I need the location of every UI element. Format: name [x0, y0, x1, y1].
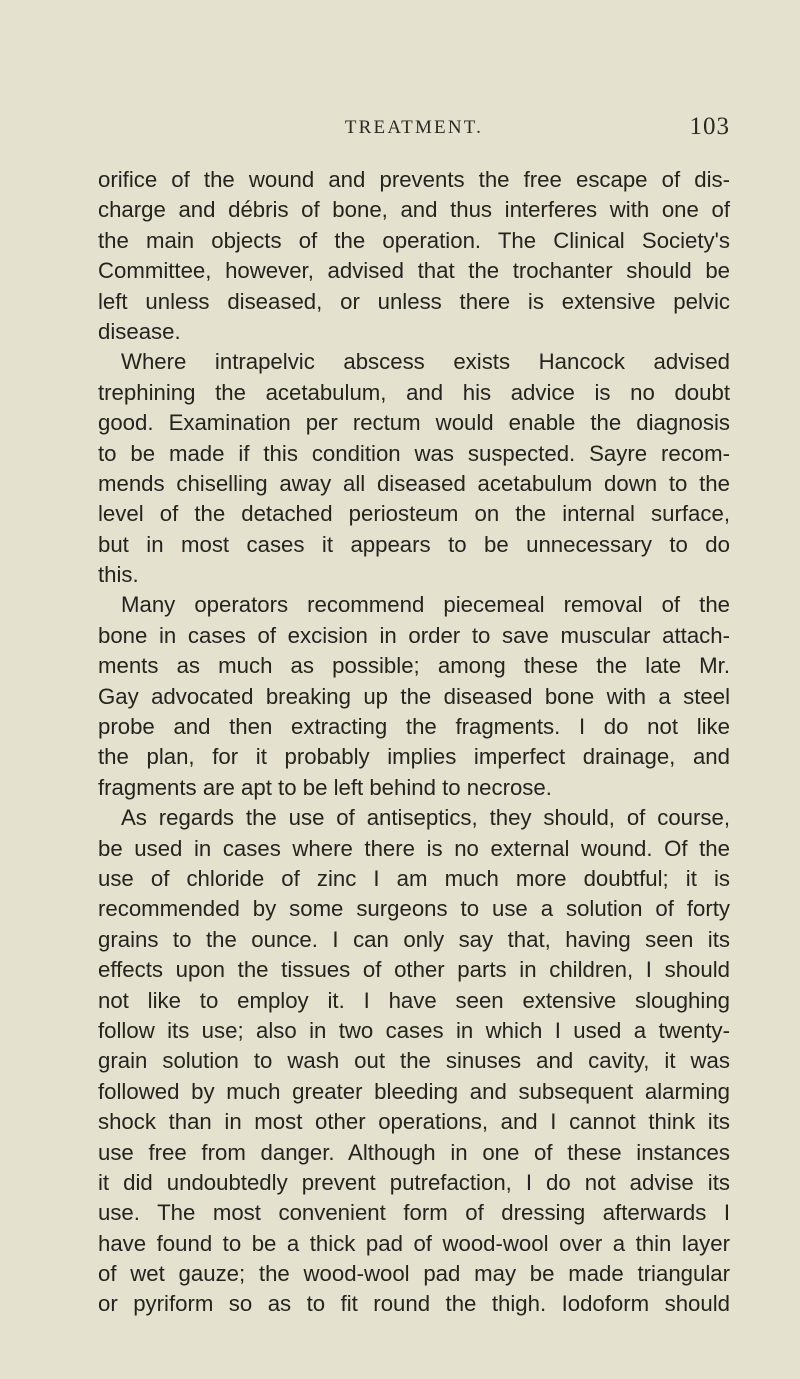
- text-line: follow its use; also in two cases in which I used a twenty-: [98, 1017, 730, 1043]
- text-line: recommended by some surgeons to use a solution of forty: [98, 896, 730, 922]
- text-line: the main objects of the operation. The Clinical Society's: [98, 227, 730, 253]
- text-line: mends chiselling away all diseased acetabulum down to the: [98, 470, 730, 496]
- text-line: it did undoubtedly prevent putrefaction, I do not advise its: [98, 1169, 730, 1195]
- text-line: grains to the ounce. I can only say that, having seen its: [98, 926, 730, 952]
- text-line: good. Examination per rectum would enable the diagnosis: [98, 410, 730, 436]
- text-line: orifice of the wound and prevents the free escape of dis-: [98, 167, 730, 192]
- text-line: ments as much as possible; among these the late Mr.: [98, 653, 730, 679]
- text-line: not like to employ it. I have seen extensive sloughing: [98, 987, 730, 1013]
- text-line: Where intrapelvic abscess exists Hancock advised: [121, 349, 730, 375]
- text-line: to be made if this condition was suspected. Sayre recom-: [98, 440, 730, 466]
- text-line: the plan, for it probably implies imperfect drainage, and: [98, 744, 730, 770]
- page-number: 103: [689, 113, 730, 140]
- text-line: fragments are apt to be left behind to necrose.: [98, 774, 552, 800]
- text-line: Many operators recommend piecemeal removal of the: [121, 592, 730, 618]
- running-title: TREATMENT.: [344, 117, 484, 138]
- text-line: or pyriform so as to fit round the thigh. Iodoform should: [98, 1291, 730, 1317]
- text-line: Gay advocated breaking up the diseased bone with a steel: [98, 683, 730, 709]
- text-line: of wet gauze; the wood-wool pad may be made triangular: [98, 1261, 730, 1287]
- text-line: this.: [98, 562, 139, 588]
- text-line: disease.: [98, 318, 181, 344]
- text-line: use free from danger. Although in one of these instances: [98, 1139, 730, 1165]
- text-line: use. The most convenient form of dressing afterwards I: [98, 1200, 730, 1226]
- text-line: bone in cases of excision in order to save muscular attach-: [98, 622, 730, 648]
- text-line: grain solution to wash out the sinuses and cavity, it was: [98, 1048, 730, 1074]
- text-line: effects upon the tissues of other parts in children, I should: [98, 957, 730, 983]
- text-line: charge and débris of bone, and thus interferes with one of: [98, 197, 730, 223]
- text-line: Committee, however, advised that the trochanter should be: [98, 258, 730, 284]
- text-line: shock than in most other operations, and I cannot think its: [98, 1109, 730, 1135]
- text-line: level of the detached periosteum on the internal surface,: [98, 501, 730, 527]
- text-line: use of chloride of zinc I am much more doubtful; it is: [98, 865, 730, 891]
- text-line: trephining the acetabulum, and his advice is no doubt: [98, 379, 730, 405]
- body-text: [98, 165, 730, 1320]
- text-line: followed by much greater bleeding and subsequent alarming: [98, 1078, 730, 1104]
- text-line: As regards the use of antiseptics, they should, of course,: [121, 805, 730, 831]
- text-line: but in most cases it appears to be unnecessary to do: [98, 531, 730, 557]
- text-line: probe and then extracting the fragments. I do not like: [98, 714, 730, 740]
- running-header: [98, 113, 730, 143]
- text-line: have found to be a thick pad of wood-wool over a thin layer: [98, 1230, 730, 1256]
- text-line: left unless diseased, or unless there is extensive pelvic: [98, 288, 730, 314]
- text-line: be used in cases where there is no external wound. Of the: [98, 835, 730, 861]
